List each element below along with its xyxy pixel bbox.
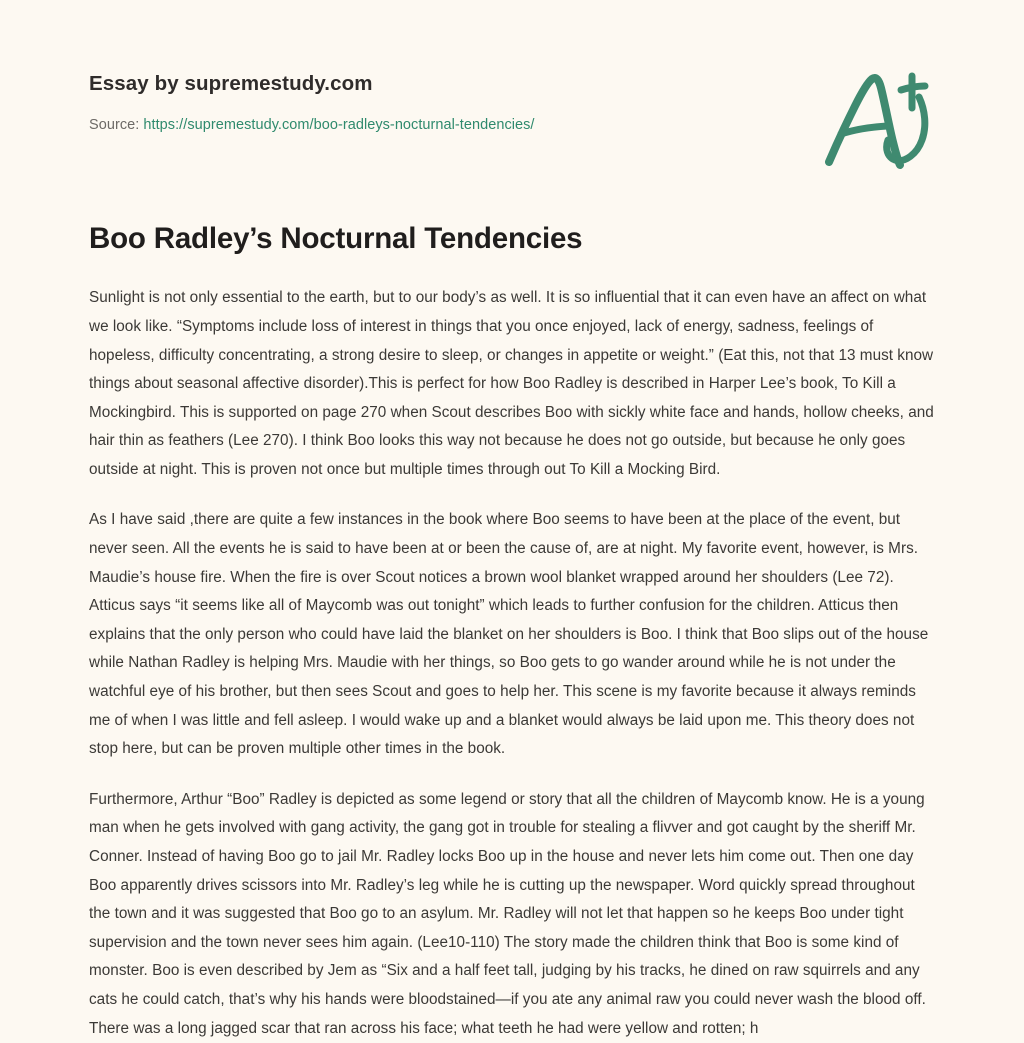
essay-body (89, 258, 935, 1043)
source-line (89, 116, 935, 135)
page-header (89, 0, 935, 134)
page-title: Boo Radley’s Nocturnal Tendencies (89, 222, 583, 256)
source-url-link[interactable]: https://supremestudy.com/boo-radleys-nocturnal-tendencies/ (143, 116, 535, 133)
a-plus-logo-icon (815, 64, 935, 174)
essay-byline: Essay by supremestudy.com (89, 72, 373, 95)
source-label: Source: (89, 116, 144, 133)
essay-paragraph: Furthermore, Arthur “Boo” Radley is depicted as some legend or story that all the children of Maycomb know. He is a young man when he gets involved with gang activity, the gang got in trouble for stealing a flivver and got caught by the sheriff Mr. Conner. Instead of having Boo go to jail Mr. Radley locks Boo up in the house and never lets him come out. Then one day Boo apparently drives scissors into Mr. Radley’s leg while he is cutting up the newspaper. Word quickly spread throughout the town and it was suggested that Boo go to an asylum. Mr. Radley will not let that happen so he keeps Boo under tight supervision and the town never sees him again. (Lee10-110) The story made the children think that Boo is some kind of monster. Boo is even described by Jem as “Six and a half feet tall, judging by his tracks, he dined on raw squirrels and any cats he could catch, that’s why his hands were bloodstained—if you ate any animal raw you could never wash the blood off. There was a long jagged scar that ran across his face; what teeth he had were yellow and rotten; h (89, 790, 926, 1037)
essay-paragraph: As I have said ,there are quite a few instances in the book where Boo seems to have been at the place of the event, but never seen. All the events he is said to have been at or been the cause of, are at night. My favorite event, however, is Mrs. Maudie’s house fire. When the fire is over Scout notices a brown wool blanket wrapped around her shoulders (Lee 72). Atticus says “it seems like all of Maycomb was out tonight” which leads to further confusion for the children. Atticus then explains that the only person who could have laid the blanket on her shoulders is Boo. I think that Boo slips out of the house while Nathan Radley is helping Mrs. Maudie with her things, so Boo gets to go wander around while he is not under the watchful eye of his brother, but then sees Scout and goes to help her. This scene is my favorite because it always reminds me of when I was little and fell asleep. I would wake up and a blanket would always be laid upon me. This theory does not stop here, but can be proven multiple other times in the book. (89, 511, 929, 758)
essay-paragraph: Sunlight is not only essential to the earth, but to our body’s as well. It is so influential that it can even have an affect on what we look like. “Symptoms include loss of interest in things that you once enjoyed, lack of energy, sadness, feelings of hopeless, difficulty concentrating, a strong desire to sleep, or changes in appetite or weight.” (Eat this, not that 13 must know things about seasonal affective disorder).This is perfect for how Boo Radley is described in Harper Lee’s book, To Kill a Mockingbird. This is supported on page 270 when Scout describes Boo with sickly white face and hands, hollow cheeks, and hair thin as feathers (Lee 270). I think Boo looks this way not because he does not go outside, but because he only goes outside at night. This is proven not once but multiple times through out To Kill a Mocking Bird. (89, 289, 934, 478)
